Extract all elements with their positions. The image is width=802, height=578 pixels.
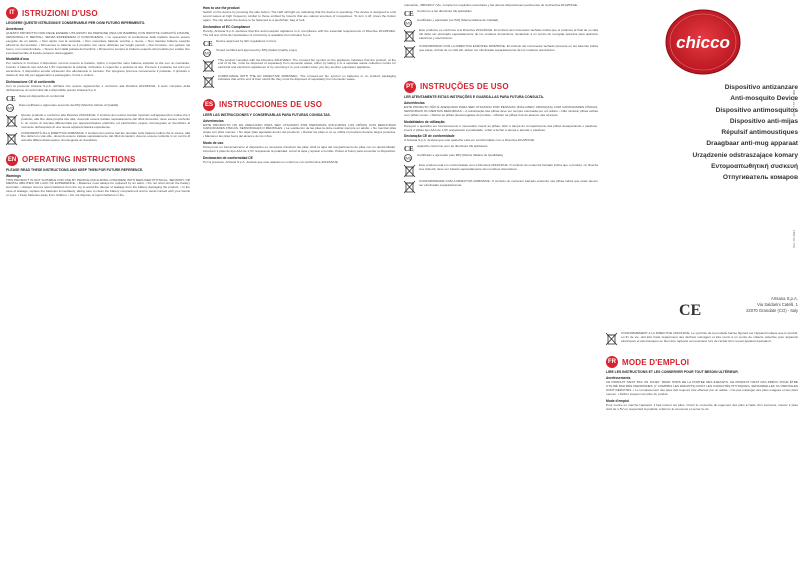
column-1 [0,0,196,578]
battery-row-en [203,75,396,89]
crossed-bin-battery-icon [203,75,215,89]
column-3 [400,0,602,578]
warn-text-it: QUESTO PRODOTTO NON DEVE ESSERE UTILIZZATO DA PERSONE (INCLUSI BAMBINI) CON RIDOTTE CAPACITÀ FISICHE, SENSORIALI O MENTALI, SENZA ESPERIENZA O CONOSCENZA. • Le operazioni di sostituzione delle batterie devono essere eseguite da un adulto. • Non aprire mai la custodia. • Non mescolare batterie vecchie e nuove. • Non lasciare batterie esaurite all'interno del prodotto. • Rimuovere le batterie se il prodotto non viene utilizzato per lunghi periodi. • Non bruciare, non gettare nel fuoco, non cortocircuitare. • Tenere fuori dalla portata dei bambini. • Rimuovere sempre le batterie esaurite dal prodotto per evitare che eventuali perdite di liquido possano danneggiarlo. [6,31,190,55]
use-text-pt: Para pôr o aparelho em funcionamento é necessário inserir as pilhas. Abrir a tampa do compartimento das pilhas desapertando o parafuso, inserir 2 pilhas tipo AAA de 1,5V respeitando a polaridade, voltar a fechar a tampa e apertar o parafuso. [404,123,598,132]
crossed-bin-icon [606,332,618,346]
product-title-fr: Répulsif antimoustiques [721,129,798,137]
imq-row-it [6,104,190,112]
imq-label-es: Certificado y aprobado por IMQ (Marca Italiana de Calidad) [417,17,499,22]
crossed-bin-icon [6,114,18,128]
use-text-es: Para poner en funcionamiento el dispositivo es necesario introducir las pilas. Abrir la tapa del compartimento de pilas con un destornillador, introducir 2 pilas de tipo AAA de 1,5V respetando la polaridad, cerrar la tapa y apretar el tornillo. Pulsar el botón para encender el dispositivo. [203,145,396,154]
crossed-bin-icon [404,29,416,43]
product-title-ru: Отпугиватель комаров [722,174,798,182]
company-city: 22070 Grandate (CO) - Italy [746,308,798,313]
battery-text-es: CONFORMIDAD CON LA DIRECTIVA EUROPEA 2006/66/CE. El símbolo del contenedor tachado presente en las baterías indica que éstas, al final de su vida útil, deben ser eliminadas separadamente de los residuos domésticos. [419,43,598,52]
intro-fr: LIRE LES INSTRUCTIONS ET LES CONSERVER POUR TOUT BESOIN ULTÉRIEUR. [606,370,739,374]
lang-badge-it: IT [6,7,18,19]
decl-text-it: Con la presente Artsana S.p.A. dichiara che questo apparecchio è conforme alla Direttiva 2014/53/UE. Il testo completo della dichiarazione di conformità UE è disponibile presso Artsana S.p.A. [6,84,190,92]
section-title-en: OPERATING INSTRUCTIONS [22,155,136,164]
ce-icon [404,145,414,152]
decl-text-pt: A Artsana S.p.A. declara que este aparelho está em conformidade com a Directiva 2014/53/UE. [404,138,535,143]
ce-row-it [6,95,190,102]
decl-title-it: Dichiarazione CE di conformità [6,80,55,85]
weee-text-en: This product complies with the Directive 2012/19/EU. The crossed bin symbol on the appliance indicates that the product, at the end of its life, must be disposed of separately from domestic waste, either by taking it to a separate waste collection centre for electrical and electronic appliances or by returning it to your retailer when you buy another equivalent appliance. [218,57,396,70]
warn-title-pt: Advertências [404,100,425,105]
product-title-nl: Draagbaar anti-mug apparaat [706,140,798,148]
mod-text-it: Per mettere in funzione il dispositivo occorre inserire le batterie. Aprire il coperchio vano batterie svitando la vite con un cacciavite, inserire 2 batterie tipo AAA da 1,5V rispettando la polarità, richiudere il coperchio e avvitare la vite. Premere il pulsante sul retro per accendere. Il dispositivo emette ultrasuoni che allontanano le zanzare. Per spegnere premere nuovamente il pulsante. Il prodotto è dotato di una clip per agganciarlo a passeggino, borsa o cintura. [6,61,190,78]
imq-icon [203,49,213,57]
intro-it: LEGGERE QUESTE ISTRUZIONI E CONSERVARLE PER OGNI FUTURO RIFERIMENTO. [6,21,146,25]
ce-row-en [203,40,396,47]
decl-title-es: Declaración de conformidad CE [203,155,253,160]
product-title-el: Εντομοαπωθητική συσκευή [711,163,798,171]
ce-row-pt [404,145,598,152]
chicco-logo [664,6,742,76]
weee-row-pt [404,164,598,178]
use-text-fr: Pour mettre en marche l'appareil, il faut insérer les piles. Ouvrir le couvercle du logement des piles à l'aide d'un tournevis, insérer 2 piles AAA de 1,5V en respectant la polarité, refermer le couvercle et serrer la vis. [606,402,798,411]
es-right-head: marcación, 4503/2017 (Vie, cumple los requisitos esenciales y las demás disposiciones pertinentes de la directiva 2014/53/UE. [404,3,578,7]
weee-text-pt: Este produto está em conformidade com a Directiva 2012/19/UE. O símbolo do contentor barrado indica que o produto, no final da sua vida útil, deve ser tratado separadamente dos resíduos domésticos. [419,163,598,172]
company-name: Artsana S.p.A. [771,296,798,301]
battery-row-pt [404,180,598,194]
lang-badge-fr: FR [606,356,618,368]
product-title-pl: Urządzenie odstraszające komary [692,151,798,159]
imq-icon [404,19,414,27]
svg-text:CE: CE [404,9,414,17]
weee-text-fr: CONFORMEMENT A LA DIRECTIVE 2012/19/UE. Le symbole de la poubelle barrée figurant sur l'appareil indique que le produit, en fin de vie, doit être traité séparément des déchets ménagers et être remis à un centre de collecte sélective pour appareils électriques et électroniques ou bien être rapporté au revendeur lors de l'achat d'un nouvel appareil équivalent. [621,331,798,343]
battery-row-es [404,45,598,59]
section-title-es: INSTRUCCIONES DE USO [219,100,323,110]
imq-row-pt [404,154,598,162]
weee-text-es: Este producto es conforme a la Directiva 2012/19/UE. El símbolo del contenedor tachado indica que el producto al final de su vida útil debe ser eliminado separadamente de los residuos domésticos, llevándolo a un centro de recogida selectiva para aparatos eléctricos y electrónicos. [419,27,598,40]
svg-text:CE: CE [6,94,16,102]
product-code: 46.0327.57.100.000 [792,90,796,117]
imq-row-en [203,49,396,57]
svg-text:CE: CE [203,39,213,47]
warn-text-pt: ESTE PRODUTO NÃO É ADEQUADO PARA SER UTILIZADO POR PESSOAS (INCLUINDO CRIANÇAS) COM CAPACIDADES FÍSICAS, SENSORIAIS OU MENTAIS REDUZIDAS. • A substituição das pilhas deve ser sempre efectuada por um adulto. • Não misturar pilhas velhas com pilhas novas. • Retirar as pilhas descarregadas do produto. • Manter as pilhas fora do alcance das crianças. [404,104,598,117]
warn-title-es: Advertencias [203,118,224,123]
ce-label-es: Conforme a las directivas CE aplicables [417,8,472,13]
lang-badge-pt: PT [404,81,416,93]
product-date: Nov. 07-2021 [792,230,796,248]
imq-icon [6,104,16,112]
crossed-bin-icon [404,164,416,178]
battery-text-it: CONFORMITÀ ALLA DIRETTIVA 2006/66/CE. Il simbolo del cestino barrato riportato sulle batterie indica che le stesse, alla fine della loro vita utile, dovendo essere trattate separatamente dai rifiuti domestici, devono essere conferite in un centro di raccolta differenziata oppure riconsegnate al rivenditore. [21,130,190,143]
weee-row-fr [606,332,798,346]
weee-row-en [203,59,396,73]
svg-text:IMQ: IMQ [405,156,412,161]
section-header-it [6,7,190,19]
imq-label-it: Dato certificato e approvato secondo da IMQ (Marchio Istituto di Qualità) [19,102,119,107]
company-address: Via Saldarini Catelli, 1 [757,302,798,307]
ce-row-es [404,10,598,17]
section-title-pt: INSTRUÇÕES DE USO [420,82,509,92]
logo-text: chicco [676,33,730,52]
imq-row-es [404,19,598,27]
cover-column [602,0,802,578]
company-info [714,296,798,314]
product-titles [602,82,798,184]
weee-row-es [404,29,598,43]
battery-text-pt: CONFORMIDADE COM A DIRECTIVA 2006/66/CE. O símbolo do contentor barrado existente nas pilhas indica que estas devem ser eliminadas separadamente. [419,179,598,188]
battery-text-en: COMPLIANCE WITH THE EC DIRECTIVE 2006/66/EC. The crossed-out bin symbol on batteries or on product packaging indicates that at the end of their useful life they must be disposed of separately from domestic waste. [218,73,396,82]
intro-pt: LER ATENTAMENTE ESTAS INSTRUÇÕES E GUARDÁ-LAS PARA FUTURA CONSULTA. [404,94,544,99]
use-title-pt: Modalidades de utilização [404,119,445,124]
warn-title-fr: Avertissements [606,376,631,380]
crossed-bin-icon [203,59,215,73]
section-header-en [6,154,190,166]
decl-title-pt: Declaração CE de conformidade [404,134,455,139]
svg-text:IMQ: IMQ [7,106,14,111]
warn-text-en: THIS PRODUCT IS NOT SUITABLE FOR USE BY PEOPLE (INCLUDING CHILDREN) WITH REDUCED PHYSICAL, SENSORY OR MENTAL ABILITIES OR LACK OF EXPERIENCE. • Batteries must always be replaced by an adult. • Do not short-circuit the battery terminals. • Always remove spent batteries from the toy to avoid the danger of leakage from the battery damaging the product. • In the case of leakage, replace the batteries immediately, taking care to clean the battery compartment and to avoid contact with your hands or eyes. • Keep batteries away from children. • Do not dispose of spent batteries in fire. [6,177,190,198]
lang-badge-en: EN [6,154,18,166]
intro-es: LEER LAS INSTRUCCIONES Y CONSERVARLAS PARA FUTURAS CONSULTAS. [203,112,331,117]
svg-text:IMQ: IMQ [204,50,211,55]
product-title-pt: Dispositivo anti-mijas [729,117,798,125]
use-text-en: Switch on the device by pressing the side button. The LED will light up, indicating that the device is operating. The device is designed to emit sound waves at high frequency similar to those emitted by insects that are natural enemies of mosquitoes. To turn it off, press the button again. The clip allows the device to be fastened to a pushchair, bag or belt. [203,10,396,22]
intro-en: PLEASE READ THESE INSTRUCTIONS AND KEEP THEM FOR FUTURE REFERENCE. [6,167,144,172]
ce-label-pt: Aparelho conforme com as directivas CE aplicáveis [417,144,488,149]
imq-label-en: Tested certified and approved by IMQ (Italian Quality Logo) [216,47,297,52]
section-header-pt [404,81,598,93]
imq-icon [404,154,414,162]
section-header-es [203,99,396,111]
column-2 [197,0,400,578]
product-title-it: Dispositivo antizanzare [724,84,798,91]
mod-title-it: Modalità d'uso [6,57,29,62]
decl-title-en: Declaration of EC Compliance [203,24,251,29]
ce-icon [203,40,213,47]
product-title-es: Dispositivo antimosquitos [715,106,798,114]
use-title-fr: Mode d'emploi [606,398,629,403]
crossed-bin-battery-icon [6,132,18,146]
warn-text-es: ESTE PRODUCTO NO ES ADECUADO PARA SER UTILIZADO POR PERSONAS (INCLUIDOS LOS NIÑOS) CON REDUCIDAS CAPACIDADES FÍSICAS, SENSORIALES O MENTALES. • La sustitución de las pilas la debe realizar siempre un adulto. • No mezclar pilas viejas con pilas nuevas. • No dejar pilas agotadas dentro del producto. • Retirar las pilas si no se utiliza el producto durante largos periodos. • Mantener las pilas fuera del alcance de los niños. [203,122,396,139]
warn-title-en: Warnings [6,173,21,178]
product-title-en: Anti-mosquito Device [730,95,798,103]
svg-text:IMQ: IMQ [405,21,412,26]
section-title-it: ISTRUZIONI D'USO [22,8,98,18]
svg-text:CE: CE [404,145,414,153]
crossed-bin-battery-icon [404,45,416,59]
ce-icon [404,10,414,17]
decl-text-en: Hereby, Artsana S.p.A. declares that this anti-mosquito appliance is in compliance with the essential requirements of Directive 2014/53/EU. The full text of the EU declaration of conformity is available from Artsana S.p.A. [203,28,396,37]
lang-badge-es: ES [203,99,215,111]
ce-label-it: Data sul dispositivo di conformità [19,93,65,98]
decl-text-es: Por la presente, Artsana S.p.A. declara que este aparato es conforme con la Directiva 2014/53/UE. [203,159,339,164]
crossed-bin-battery-icon [404,180,416,194]
warn-text-fr: CE PRODUIT N'EST PAS UN JOUET. TENIR HORS DE LA PORTÉE DES ENFANTS. CE PRODUIT N'EST PAS PRÉVU POUR ÊTRE UTILISÉ PAR DES PERSONNES (Y COMPRIS LES ENFANTS) DONT LES CAPACITÉS PHYSIQUES, SENSORIELLES OU MENTALES SONT RÉDUITES. • Le remplacement des piles doit toujours être effectué par un adulte. • Ne pas mélanger des piles usagées et des piles neuves. • Retirer toujours les piles du produit. [606,380,798,396]
ce-icon [6,95,16,102]
use-title-es: Modo de uso [203,141,224,146]
imq-label-pt: Certificado e aprovado pelo IMQ (Marca Italiana de Qualidade) [417,153,504,158]
ce-label-en: Device approved by IEC regulations in force [216,38,277,43]
section-header-fr [606,356,798,368]
ce-mark-large: CE [679,302,702,319]
weee-row-it [6,114,190,130]
battery-row-it [6,132,190,146]
warn-title-it: Avvertenze [6,27,24,31]
use-title-en: How to use the product [203,6,240,10]
weee-text-it: Questo prodotto è conforme alla Direttiva 2012/19/UE. Il simbolo del cestino barrato riportato sull'apparecchio indica che il prodotto, alla fine della propria vita utile, dovendo essere trattato separatamente dai rifiuti domestici, deve essere conferito in un centro di raccolta differenziata per apparecchiature elettriche ed elettroniche oppure riconsegnato al rivenditore al momento dell'acquisto di una nuova apparecchiatura equivalente. [21,112,190,129]
section-title-fr: MODE D'EMPLOI [622,357,690,367]
fr-block [606,330,798,413]
